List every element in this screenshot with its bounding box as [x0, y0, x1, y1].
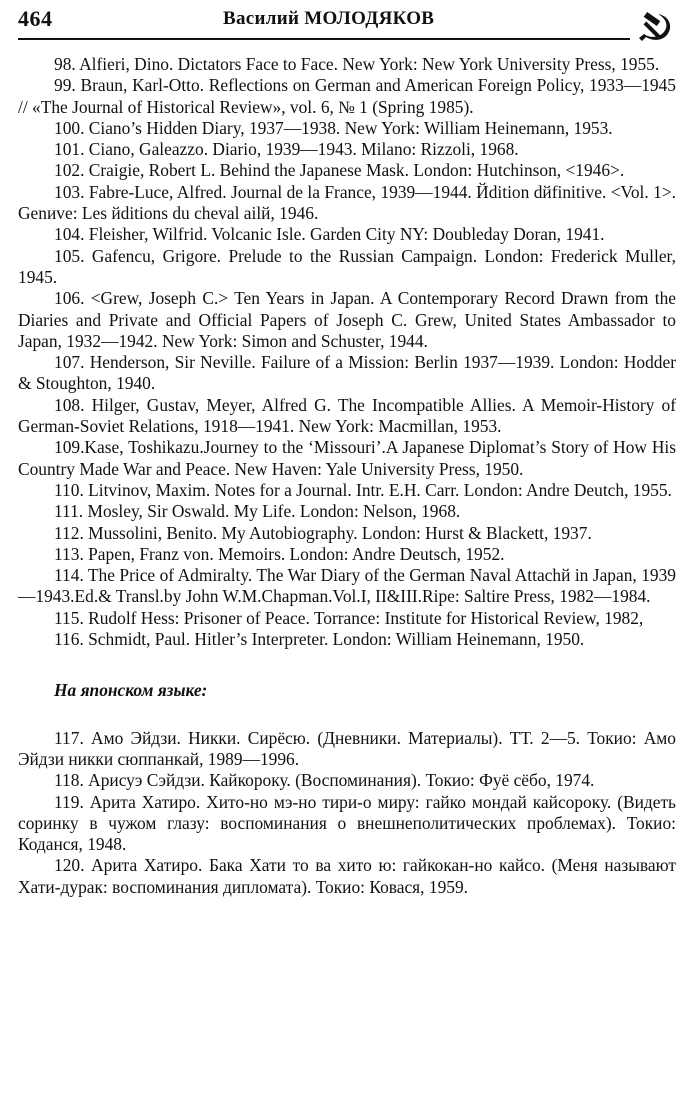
bibliography-entry: 103. Fabre-Luce, Alfred. Journal de la France, 1939—1944. Йdition dйfinitive. <Vol. 1>. Genиve: Les йditions du cheval ailй, 1946. — [18, 181, 676, 224]
bibliography-entry: 98. Alfieri, Dino. Dictators Face to Face. New York: New York University Press, 1955. — [54, 54, 660, 74]
hammer-sickle-icon — [636, 10, 676, 44]
bibliography-entry: 106. <Grew, Joseph C.> Ten Years in Japan. A Contemporary Record Drawn from the Diaries and Private and Official Papers of Joseph C. Grew, United States Ambassador to Japan, 1932—1942. New York: Simon and Schuster, 1944. — [18, 288, 676, 351]
running-head: Василий МОЛОДЯКОВ — [223, 8, 435, 29]
bibliography-entry: 107. Henderson, Sir Neville. Failure of a Mission: Berlin 1937—1939. London: Hodder & Stoughton, 1940. — [18, 352, 676, 394]
bibliography-entry: 117. Амо Эйдзи. Никки. Сирёсю. (Дневники. Материалы). ТТ. 2—5. Токио: Амо Эйдзи никки сюппанкай, 1989—1996. — [18, 727, 676, 769]
bibliography-entry: 109.Kase, Toshikazu.Journey to the ‘Missouri’.A Japanese Diplomat’s Story of How His Country Made War and Peace. New Haven: Yale University Press, 1950. — [18, 437, 676, 479]
bibliography — [18, 54, 676, 898]
bibliography-entry: 101. Ciano, Galeazzo. Diario, 1939—1943. Milano: Rizzoli, 1968. — [54, 139, 519, 160]
bibliography-entry: 112. Mussolini, Benito. My Autobiography. London: Hurst & Blackett, 1937. — [54, 522, 592, 543]
bibliography-entry: 104. Fleisher, Wilfrid. Volcanic Isle. Garden City NY: Doubleday Doran, 1941. — [54, 224, 605, 245]
header-rule — [18, 38, 630, 40]
bibliography-entry: 118. Арисуэ Сэйдзи. Кайкороку. (Воспоминания). Токио: Фуё сёбо, 1974. — [54, 770, 595, 791]
bibliography-entry: 114. The Price of Admiralty. The War Diary of the German Naval Attachй in Japan, 1939—1943.Ed.& Transl.by John W.M.Chapman.Vol.I, II&III.Ripe: Saltire Press, 1982—1984. — [18, 565, 676, 607]
bibliography-entry: 120. Арита Хатиро. Бака Хати то ва хито ю: гайкокан-но кайсо. (Меня называют Хати-дурак: воспоминания дипломата). Токио: Ковася, 1959. — [18, 855, 676, 897]
bibliography-entry: 108. Hilger, Gustav, Meyer, Alfred G. The Incompatible Allies. A Memoir-History of German-Soviet Relations, 1918—1941. New York: Macmillan, 1953. — [18, 394, 676, 437]
bibliography-entry: 102. Craigie, Robert L. Behind the Japanese Mask. London: Hutchinson, <1946>. — [54, 160, 625, 181]
bibliography-entry: 113. Papen, Franz von. Memoirs. London: Andre Deutsch, 1952. — [54, 543, 505, 564]
page-header — [18, 6, 678, 40]
bibliography-entry: 100. Ciano’s Hidden Diary, 1937—1938. New York: William Heinemann, 1953. — [54, 117, 613, 138]
bibliography-entry: 116. Schmidt, Paul. Hitler’s Interpreter. London: William Heinemann, 1950. — [54, 629, 585, 650]
section-heading: На японском языке: — [54, 680, 208, 701]
bibliography-entry: 111. Mosley, Sir Oswald. My Life. London: Nelson, 1968. — [54, 501, 461, 522]
bibliography-entry: 110. Litvinov, Maxim. Notes for a Journal. Intr. E.H. Carr. London: Andre Deutch, 1955. — [54, 479, 672, 500]
bibliography-entry: 99. Braun, Karl-Otto. Reflections on German and American Foreign Policy, 1933—1945 // «The Journal of Historical Review», vol. 6, № 1 (Spring 1985). — [18, 75, 676, 117]
bibliography-entry: 119. Арита Хатиро. Хито-но мэ-но тири-о миру: гайко мондай кайсороку. (Видеть соринку в чужом глазу: воспоминания о внешнеполитических проблемах). Токио: Коданся, 1948. — [18, 791, 676, 855]
bibliography-entry: 105. Gafencu, Grigore. Prelude to the Russian Campaign. London: Frederick Muller, 1945. — [18, 245, 676, 287]
page-number: 464 — [18, 6, 53, 31]
bibliography-entry: 115. Rudolf Hess: Prisoner of Peace. Torrance: Institute for Historical Review, 1982, — [54, 607, 644, 628]
